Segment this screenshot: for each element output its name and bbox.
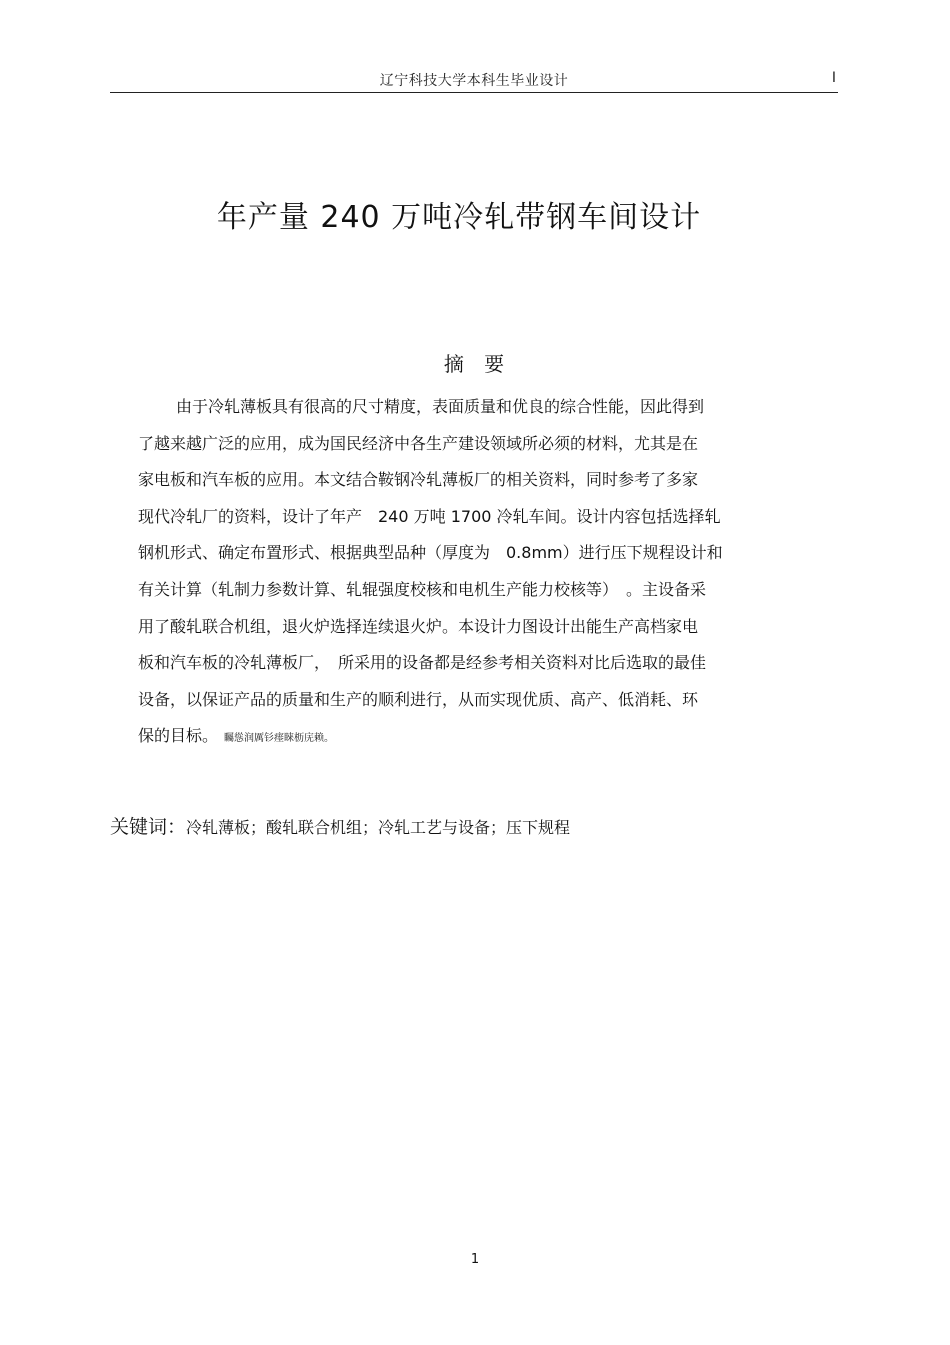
abstract-line: 了越来越广泛的应用，成为国民经济中各生产建设领域所必须的材料，尤其是在 — [138, 433, 699, 453]
abstract-line: 设备，以保证产品的质量和生产的顺利进行，从而实现优质、高产、低消耗、环 — [138, 689, 699, 709]
abstract-line: 现代冷轧厂的资料，设计了年产 240 万吨 1700 冷轧车间。设计内容包括选择轧 — [138, 506, 721, 526]
abstract-line: 用了酸轧联合机组，退火炉选择连续退火炉。本设计力图设计出能生产高档家电 — [138, 616, 699, 636]
abstract-line: 由于冷轧薄板具有很高的尺寸精度，表面质量和优良的综合性能，因此得到 — [176, 397, 705, 416]
keywords-text: 冷轧薄板；酸轧联合机组；冷轧工艺与设备；压下规程 — [186, 818, 571, 837]
abstract-line-text: 保的目标。 — [138, 726, 219, 746]
abstract-line: 板和汽车板的冷轧薄板厂， 所采用的设备都是经参考相关资料对比后选取的最佳 — [138, 653, 707, 673]
keywords-line — [110, 812, 570, 839]
abstract-heading: 摘 要 — [443, 352, 505, 376]
abstract-garbled-tail: 矚慫润厲钐瘗睞枥庑赖。 — [224, 733, 335, 745]
header-title: 辽宁科技大学本科生毕业设计 — [379, 73, 569, 89]
abstract-last-line — [138, 723, 818, 760]
abstract-line: 有关计算（轧制力参数计算、轧辊强度校核和电机生产能力校核等） 。主设备采 — [138, 579, 707, 599]
abstract-line: 钢机形式、确定布置形式、根据典型品种（厚度为 0.8mm）进行压下规程设计和 — [138, 543, 723, 563]
keywords-label: 关键词： — [110, 816, 187, 838]
document-title: 年产量 240 万吨冷轧带钢车间设计 — [216, 200, 702, 235]
footer-page-number: 1 — [470, 1252, 480, 1267]
running-header — [110, 66, 838, 93]
header-page-mark: I — [831, 70, 836, 86]
abstract-body — [138, 394, 818, 760]
abstract-line: 家电板和汽车板的应用。本文结合鞍钢冷轧薄板厂的相关资料，同时参考了多家 — [138, 470, 699, 490]
